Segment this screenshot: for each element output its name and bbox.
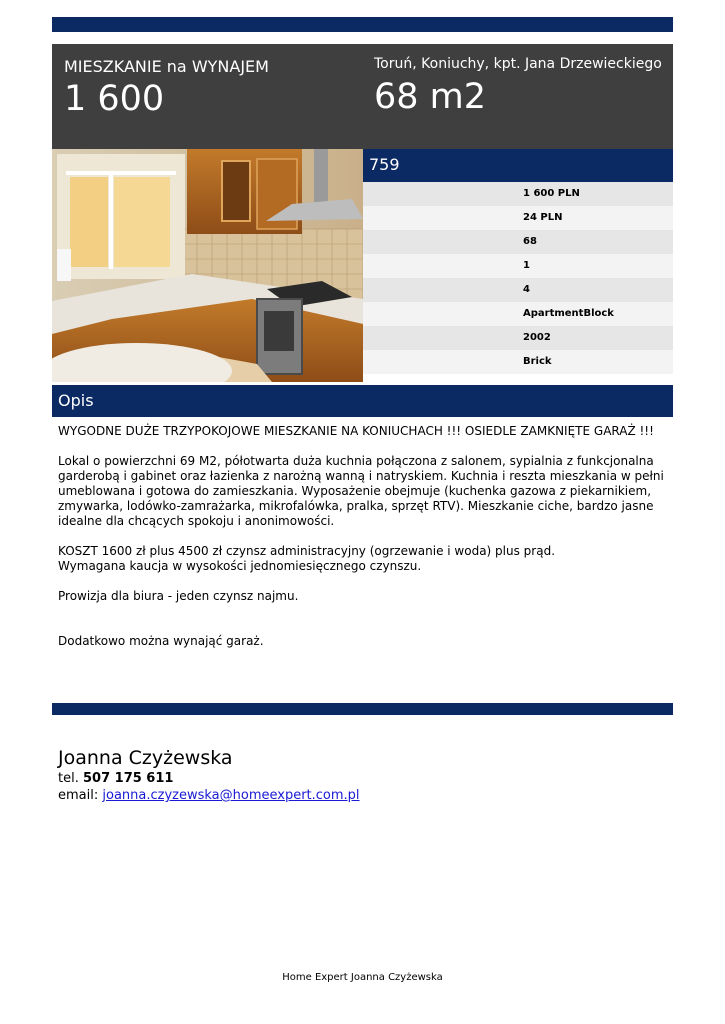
detail-value: 2002 xyxy=(523,332,551,343)
detail-row xyxy=(363,350,673,374)
detail-row xyxy=(363,326,673,350)
header-right xyxy=(374,55,664,118)
description-body: Lokal o powierzchni 69 M2, półotwarta duża kuchnia połączona z salonem, sypialnia z funkcjonalna garderobą i gabinet oraz łazienka z narożną wanną i natryskiem. Kuchnia i reszta mieszkania w pełni umeblowana i gotowa do zamieszkania. Wyposażenie obejmuje (kuchenka gazowa z piekarnikiem, zmywarka, lodówko-zamrażarka, mikrofalówka, pralka, sprzęt RTV). Mieszkanie ciche, bardzo jasne idealne dla chcących spokoju i anonimowości. xyxy=(58,454,664,528)
agent-contact xyxy=(58,746,658,804)
detail-value: Brick xyxy=(523,356,552,367)
agent-phone: 507 175 611 xyxy=(82,771,174,786)
listing-price: 1 600 xyxy=(64,79,165,119)
email-label: email: xyxy=(58,788,99,803)
description-cost: KOSZT 1600 zł plus 4500 zł czynsz administracyjny (ogrzewanie i woda) plus prąd. xyxy=(58,544,556,558)
top-decorative-bar xyxy=(52,17,673,32)
agent-email-line xyxy=(58,787,658,804)
detail-value: 1 600 PLN xyxy=(523,188,580,199)
detail-value: 4 xyxy=(523,284,530,295)
phone-label: tel. xyxy=(58,771,79,786)
description-headline: WYGODNE DUŻE TRZYPOKOJOWE MIESZKANIE NA KONIUCHACH !!! OSIEDLE ZAMKNIĘTE GARAŻ !!! xyxy=(58,424,654,438)
detail-row xyxy=(363,206,673,230)
agent-email-link[interactable]: joanna.czyzewska@homeexpert.com.pl xyxy=(102,788,360,803)
details-table xyxy=(363,182,673,374)
description-title: Opis xyxy=(58,391,94,410)
listing-id: 759 xyxy=(369,155,400,174)
listing-type: MIESZKANIE na WYNAJEM xyxy=(64,57,269,76)
listing-area: 68 m2 xyxy=(374,77,487,117)
bottom-decorative-bar xyxy=(52,703,673,715)
detail-row xyxy=(363,230,673,254)
detail-row xyxy=(363,302,673,326)
description-section-bar xyxy=(52,385,673,417)
page-footer: Home Expert Joanna Czyżewska xyxy=(282,972,443,983)
description-garage: Dodatkowo można wynająć garaż. xyxy=(58,634,264,648)
detail-row xyxy=(363,182,673,206)
detail-value: ApartmentBlock xyxy=(523,308,614,319)
listing-header xyxy=(52,44,673,149)
detail-row xyxy=(363,278,673,302)
detail-value: 68 xyxy=(523,236,537,247)
description-commission: Prowizja dla biura - jeden czynsz najmu. xyxy=(58,589,299,603)
detail-row xyxy=(363,254,673,278)
description-deposit: Wymagana kaucja w wysokości jednomiesięcznego czynszu. xyxy=(58,559,422,573)
kitchen-photo-illustration xyxy=(52,149,363,382)
listing-id-bar xyxy=(363,149,673,182)
listing-location: Toruń, Koniuchy, kpt. Jana Drzewieckiego xyxy=(374,56,662,72)
detail-value: 24 PLN xyxy=(523,212,563,223)
kitchen-photo xyxy=(52,149,363,382)
detail-value: 1 xyxy=(523,260,530,271)
agent-phone-line xyxy=(58,770,658,787)
agent-name: Joanna Czyżewska xyxy=(58,747,233,769)
header-left xyxy=(64,56,364,120)
description-text xyxy=(58,424,670,649)
